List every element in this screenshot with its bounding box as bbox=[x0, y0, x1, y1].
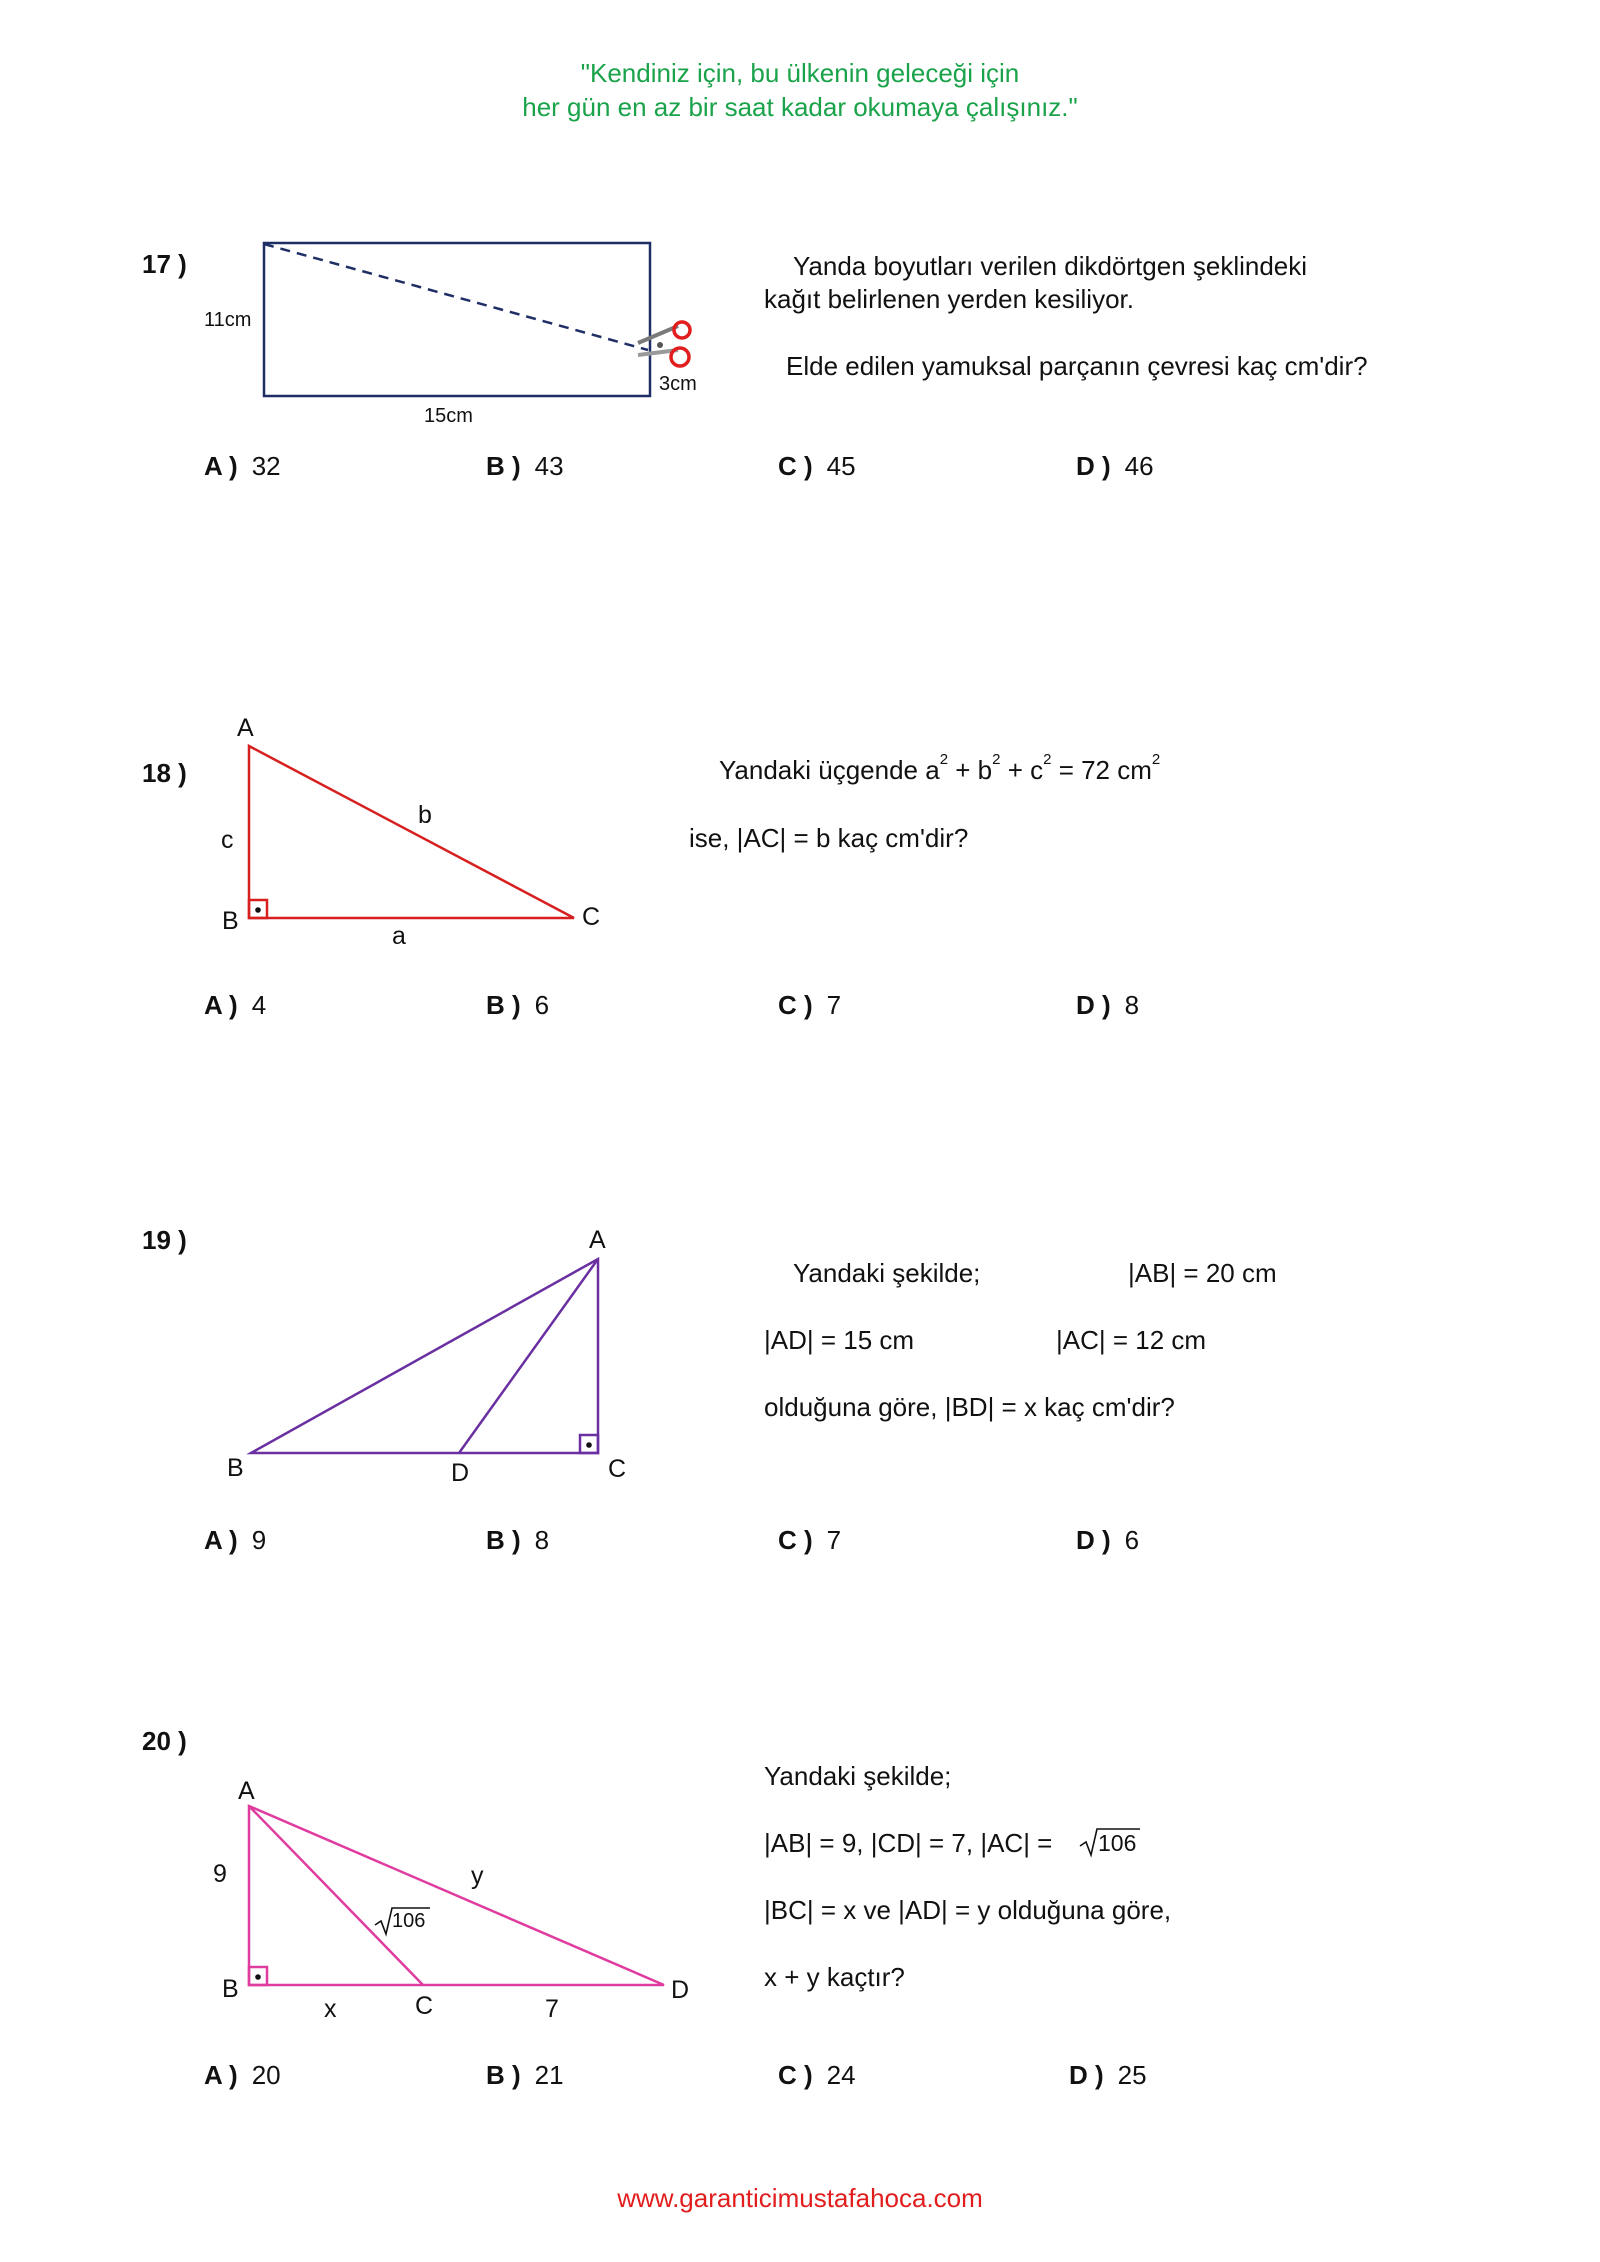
question-text-line3: |BC| = x ve |AD| = y olduğuna göre, bbox=[764, 1895, 1172, 1925]
label-b: b bbox=[418, 801, 432, 829]
option-c[interactable]: C ) 7 bbox=[778, 1525, 842, 1555]
label-A: A bbox=[237, 714, 254, 742]
question-number: 20 ) bbox=[142, 1726, 187, 1756]
label-x: x bbox=[324, 1995, 337, 2023]
label-C: C bbox=[608, 1455, 627, 1483]
question-text-line1: Yandaki üçgende $a^2 + b^2 + c^2 = 72$ $cm^2$ bbox=[719, 751, 1161, 785]
sqrt-value: 106 bbox=[1098, 1830, 1137, 1856]
option-b[interactable]: B ) 21 bbox=[486, 2060, 564, 2090]
question-text-line2: ise, |AC| = b kaç cm'dir? bbox=[689, 823, 969, 853]
question-text-line1: Yandaki şekilde; bbox=[793, 1258, 981, 1288]
header-quote-line1: "Kendiniz için, bu ülkenin geleceği için bbox=[580, 58, 1020, 88]
question-number: 17 ) bbox=[142, 249, 187, 279]
label-a: a bbox=[392, 922, 406, 950]
question-text-line1: Yandaki şekilde; bbox=[764, 1761, 952, 1791]
option-a[interactable]: A ) 9 bbox=[204, 1525, 267, 1555]
label-width: 15cm bbox=[424, 405, 473, 427]
option-d[interactable]: D ) 6 bbox=[1076, 1525, 1140, 1555]
given-ab: |AB| = 20 cm bbox=[1128, 1258, 1277, 1288]
label-C: C bbox=[582, 903, 601, 931]
label-c: c bbox=[221, 826, 234, 854]
option-b[interactable]: B ) 6 bbox=[486, 990, 550, 1020]
label-cd: 7 bbox=[545, 1995, 559, 2023]
option-a[interactable]: A ) 4 bbox=[204, 990, 267, 1020]
question-text-line1: Yanda boyutları verilen dikdörtgen şeklindeki bbox=[793, 251, 1308, 281]
question-number: 18 ) bbox=[142, 758, 187, 788]
label-A: A bbox=[238, 1777, 255, 1805]
question-text-line3: Elde edilen yamuksal parçanın çevresi kaç cm'dir? bbox=[786, 351, 1368, 381]
label-B: B bbox=[222, 907, 239, 935]
segment-ac bbox=[249, 1806, 426, 1985]
label-D: D bbox=[671, 1976, 690, 2004]
label-y: y bbox=[471, 1862, 484, 1890]
question-text-line2: kağıt belirlenen yerden kesiliyor. bbox=[764, 284, 1134, 314]
given-ad: |AD| = 15 cm bbox=[764, 1325, 915, 1355]
option-a[interactable]: A ) 20 bbox=[204, 2060, 281, 2090]
question-text-line2: |AB| = 9, |CD| = 7, |AC| = bbox=[764, 1828, 1053, 1858]
option-c[interactable]: C ) 7 bbox=[778, 990, 842, 1020]
label-B: B bbox=[222, 1975, 239, 2003]
label-D: D bbox=[451, 1459, 470, 1487]
option-c[interactable]: C ) 24 bbox=[778, 2060, 856, 2090]
question-text-line4: x + y kaçtır? bbox=[764, 1962, 905, 1992]
footer-url-link[interactable]: www.garanticimustafahoca.com bbox=[617, 2183, 983, 2213]
option-b[interactable]: B ) 43 bbox=[486, 451, 564, 481]
option-d[interactable]: D ) 25 bbox=[1069, 2060, 1147, 2090]
label-height: 11cm bbox=[204, 309, 252, 331]
option-b[interactable]: B ) 8 bbox=[486, 1525, 550, 1555]
option-c[interactable]: C ) 45 bbox=[778, 451, 856, 481]
label-ac: 106 bbox=[392, 1910, 426, 1932]
label-cut: 3cm bbox=[659, 373, 697, 395]
option-d[interactable]: D ) 46 bbox=[1076, 451, 1154, 481]
header-quote-line2: her gün en az bir saat kadar okumaya çalışınız." bbox=[522, 92, 1078, 122]
label-C: C bbox=[415, 1992, 434, 2020]
triangle bbox=[249, 1806, 664, 1985]
label-ab: 9 bbox=[213, 1860, 227, 1888]
label-A: A bbox=[589, 1226, 606, 1254]
option-a[interactable]: A ) 32 bbox=[204, 451, 281, 481]
given-ac: |AC| = 12 cm bbox=[1056, 1325, 1207, 1355]
label-B: B bbox=[227, 1454, 244, 1482]
question-text-line3: olduğuna göre, |BD| = x kaç cm'dir? bbox=[764, 1392, 1175, 1422]
question-number: 19 ) bbox=[142, 1225, 187, 1255]
option-d[interactable]: D ) 8 bbox=[1076, 990, 1140, 1020]
